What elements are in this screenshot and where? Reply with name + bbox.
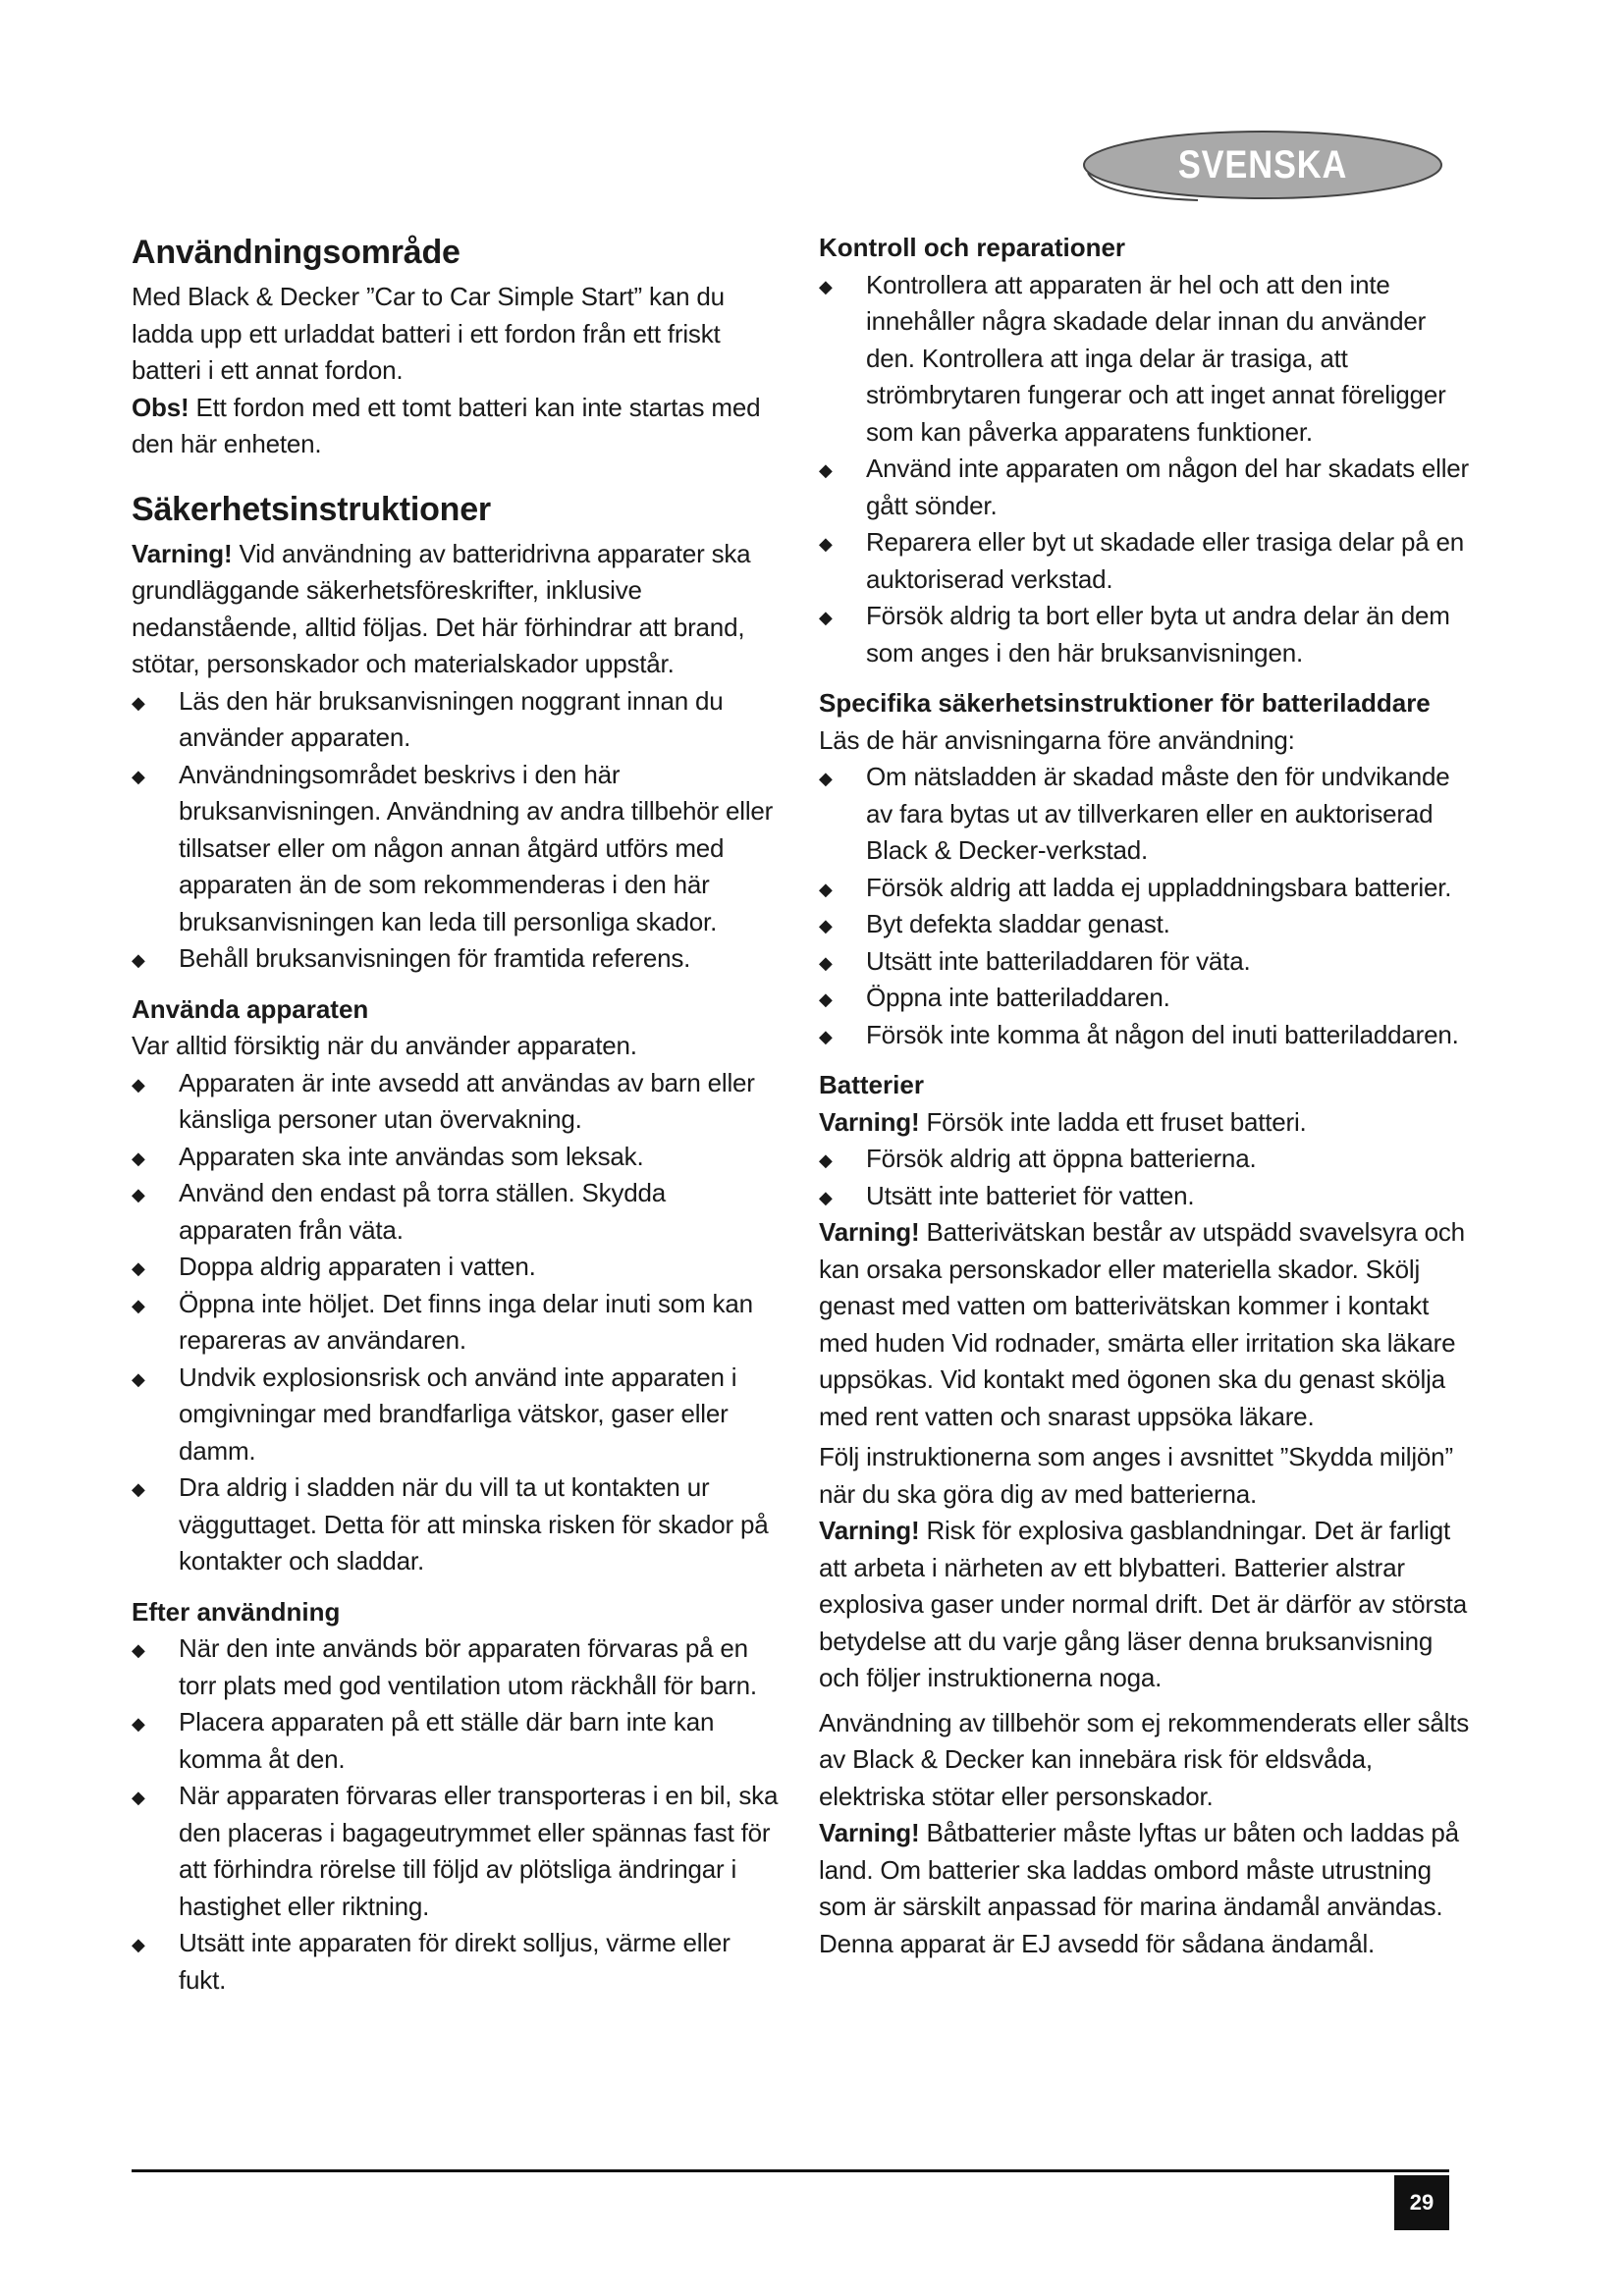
subsection-title-using: Använda apparaten <box>132 993 369 1024</box>
list-item: ◆ Kontrollera att apparaten är hel och att den inte innehåller några skadade delar innan du använder den. Kontrollera att inga delar är trasiga, att strömbrytaren fungerar och att inget annat föreligger som kan påverka apparatens funktioner. <box>819 267 1477 452</box>
batteries-warning-3: Varning! Risk för explosiva gasblandningar. Det är farligt att arbeta i närheten av ett blybatteri. Batterier alstrar explosiva gaser under normal drift. Det är därför av största betydelse att du varje gång läser denna bruksanvisning och följer instruktionerna noga. <box>819 1516 1467 1692</box>
list-item: ◆ Behåll bruksanvisningen för framtida referens. <box>132 940 780 978</box>
batteries-warning-1: Varning! Försök inte ladda ett fruset batteri. <box>819 1106 1307 1137</box>
after-use-bullet-list <box>132 1630 780 1999</box>
warning-lead: Varning! <box>132 538 233 568</box>
usage-paragraph: Med Black & Decker ”Car to Car Simple Start” kan du ladda upp ett urladdat batteri i ett fordon från ett friskt batteri i ett annat fordon. <box>132 282 725 385</box>
bullet-diamond-icon: ◆ <box>819 989 833 1009</box>
right-column <box>819 230 1477 1962</box>
note-text: Ett fordon med ett tomt batteri kan inte startas med den här enheten. <box>132 392 761 458</box>
bullet-diamond-icon: ◆ <box>132 1368 145 1389</box>
list-item: ◆ Använd inte apparaten om någon del har skadats eller gått sönder. <box>819 451 1477 524</box>
left-column <box>132 230 780 1999</box>
subsection-title-charger-safety: Specifika säkerhetsinstruktioner för batteriladdare <box>819 688 1431 718</box>
charger-intro: Läs de här anvisningarna före användning: <box>819 724 1295 755</box>
bullet-diamond-icon: ◆ <box>819 534 833 554</box>
list-item: ◆ Utsätt inte batteriladdaren för väta. <box>819 943 1477 981</box>
bullet-diamond-icon: ◆ <box>819 916 833 935</box>
using-bullet-list <box>132 1065 780 1580</box>
list-item: ◆ Öppna inte batteriladdaren. <box>819 980 1477 1017</box>
warning-lead: Varning! <box>819 1217 920 1247</box>
list-item: ◆ Undvik explosionsrisk och använd inte apparaten i omgivningar med brandfarliga vätskor, gaser eller damm. <box>132 1360 780 1470</box>
safety-bullet-list <box>132 683 780 978</box>
bullet-diamond-icon: ◆ <box>132 1295 145 1315</box>
bullet-diamond-icon: ◆ <box>819 952 833 973</box>
list-item: ◆ När apparaten förvaras eller transporteras i en bil, ska den placeras i bagageutrymmet eller spännas fast för att förhindra rörelse till följd av plötsliga ändringar i hastighet eller riktning. <box>132 1778 780 1925</box>
bullet-diamond-icon: ◆ <box>819 460 833 480</box>
subsection-title-batteries: Batterier <box>819 1070 924 1099</box>
safety-warning <box>132 536 780 683</box>
batteries-disposal: Följ instruktionerna som anges i avsnittet ”Skydda miljön” när du ska göra dig av med batterierna. <box>819 1442 1453 1509</box>
bullet-diamond-icon: ◆ <box>132 1935 145 1954</box>
bullet-diamond-icon: ◆ <box>132 1185 145 1204</box>
language-tab <box>1080 128 1445 202</box>
bullet-diamond-icon: ◆ <box>819 276 833 296</box>
bullet-diamond-icon: ◆ <box>819 1187 833 1207</box>
subsection-title-inspection: Kontroll och reparationer <box>819 233 1126 262</box>
list-item: ◆ Placera apparaten på ett ställe där barn inte kan komma åt den. <box>132 1704 780 1778</box>
list-item: ◆ Apparaten är inte avsedd att användas av barn eller känsliga personer utan övervakning. <box>132 1065 780 1139</box>
bullet-diamond-icon: ◆ <box>132 1714 145 1734</box>
usage-note <box>132 390 780 463</box>
section-title-safety: Säkerhetsinstruktioner <box>132 490 491 528</box>
bullet-diamond-icon: ◆ <box>132 1640 145 1660</box>
list-item: ◆ Läs den här bruksanvisningen noggrant innan du använder apparaten. <box>132 683 780 757</box>
list-item: ◆ Byt defekta sladdar genast. <box>819 906 1477 943</box>
bullet-diamond-icon: ◆ <box>132 1148 145 1168</box>
list-item: ◆ Utsätt inte apparaten för direkt solljus, värme eller fukt. <box>132 1925 780 1999</box>
bullet-diamond-icon: ◆ <box>132 1258 145 1278</box>
bullet-diamond-icon: ◆ <box>819 879 833 899</box>
list-item: ◆ Öppna inte höljet. Det finns inga delar inuti som kan repareras av användaren. <box>132 1286 780 1360</box>
bullet-diamond-icon: ◆ <box>819 608 833 627</box>
bullet-diamond-icon: ◆ <box>132 692 145 713</box>
list-item: ◆ Doppa aldrig apparaten i vatten. <box>132 1249 780 1286</box>
subsection-title-after-use: Efter användning <box>132 1596 341 1627</box>
section-title-usage: Användningsområde <box>132 234 460 271</box>
bullet-diamond-icon: ◆ <box>132 1788 145 1807</box>
bullet-diamond-icon: ◆ <box>819 1150 833 1170</box>
batteries-warning-4: Varning! Båtbatterier måste lyftas ur båten och laddas på land. Om batterier ska laddas ombord måste utrustning som är särskilt anpassad för marina ändamål användas. Denna apparat är EJ avsedd för sådana ändamål. <box>819 1818 1459 1958</box>
list-item: ◆ När den inte används bör apparaten förvaras på en torr plats med god ventilation utom räckhåll för barn. <box>132 1630 780 1704</box>
charger-bullet-list <box>819 759 1477 1053</box>
list-item: ◆ Dra aldrig i sladden när du vill ta ut kontakten ur vägguttaget. Detta för att minska risken för skador på kontakter och sladdar. <box>132 1469 780 1580</box>
footer-rule <box>132 2169 1449 2172</box>
list-item: ◆ Använd den endast på torra ställen. Skydda apparaten från väta. <box>132 1175 780 1249</box>
warning-lead: Varning! <box>819 1818 920 1847</box>
bullet-diamond-icon: ◆ <box>132 1479 145 1499</box>
list-item: ◆ Försök aldrig att ladda ej uppladdningsbara batterier. <box>819 870 1477 907</box>
list-item: ◆ Utsätt inte batteriet för vatten. <box>819 1178 1477 1215</box>
language-label: SVENSKA <box>1177 142 1348 187</box>
batteries-accessories: Användning av tillbehör som ej rekommenderats eller sålts av Black & Decker kan innebära risk för eldsvåda, elektriska stötar eller personskador. <box>819 1707 1470 1811</box>
note-lead: Obs! <box>132 392 189 422</box>
warning-text: Vid användning av batteridrivna apparater ska grundläggande säkerhetsföreskrifter, inklusive nedanstående, alltid följas. Det här förhindrar att brand, stötar, personskador och materialskador uppstår. <box>132 538 751 678</box>
bullet-diamond-icon: ◆ <box>132 766 145 786</box>
bullet-diamond-icon: ◆ <box>819 1026 833 1046</box>
page-number: 29 <box>1394 2175 1449 2230</box>
list-item: ◆ Om nätsladden är skadad måste den för undvikande av fara bytas ut av tillverkaren eller en auktoriserad Black & Decker-verkstad. <box>819 759 1477 870</box>
list-item: ◆ Apparaten ska inte användas som leksak. <box>132 1139 780 1176</box>
inspection-bullet-list <box>819 267 1477 672</box>
bullet-diamond-icon: ◆ <box>819 769 833 788</box>
list-item: ◆ Användningsområdet beskrivs i den här bruksanvisningen. Användning av andra tillbehör eller tillsatser eller om någon annan åtgärd utförs med apparaten än de som rekommenderas i den här bruksanvisningen kan leda till personliga skador. <box>132 757 780 941</box>
batteries-warning-2: Varning! Batterivätskan består av utspädd svavelsyra och kan orsaka personskador eller materiella skador. Skölj genast med vatten om batterivätskan kommer i kontakt med huden Vid rodnader, smärta eller irritation ska läkare uppsökas. Vid kontakt med ögonen ska du genast skölja med rent vatten och snarast uppsöka läkare. <box>819 1217 1465 1431</box>
using-intro: Var alltid försiktig när du använder apparaten. <box>132 1031 637 1060</box>
list-item: ◆ Reparera eller byt ut skadade eller trasiga delar på en auktoriserad verkstad. <box>819 524 1477 598</box>
batteries-bullet-list <box>819 1141 1477 1214</box>
list-item: ◆ Försök inte komma åt någon del inuti batteriladdaren. <box>819 1017 1477 1054</box>
list-item: ◆ Försök aldrig ta bort eller byta ut andra delar än dem som anges i den här bruksanvisningen. <box>819 598 1477 671</box>
warning-lead: Varning! <box>819 1516 920 1545</box>
bullet-diamond-icon: ◆ <box>132 950 145 970</box>
warning-lead: Varning! <box>819 1106 920 1137</box>
bullet-diamond-icon: ◆ <box>132 1074 145 1095</box>
list-item: ◆ Försök aldrig att öppna batterierna. <box>819 1141 1477 1178</box>
